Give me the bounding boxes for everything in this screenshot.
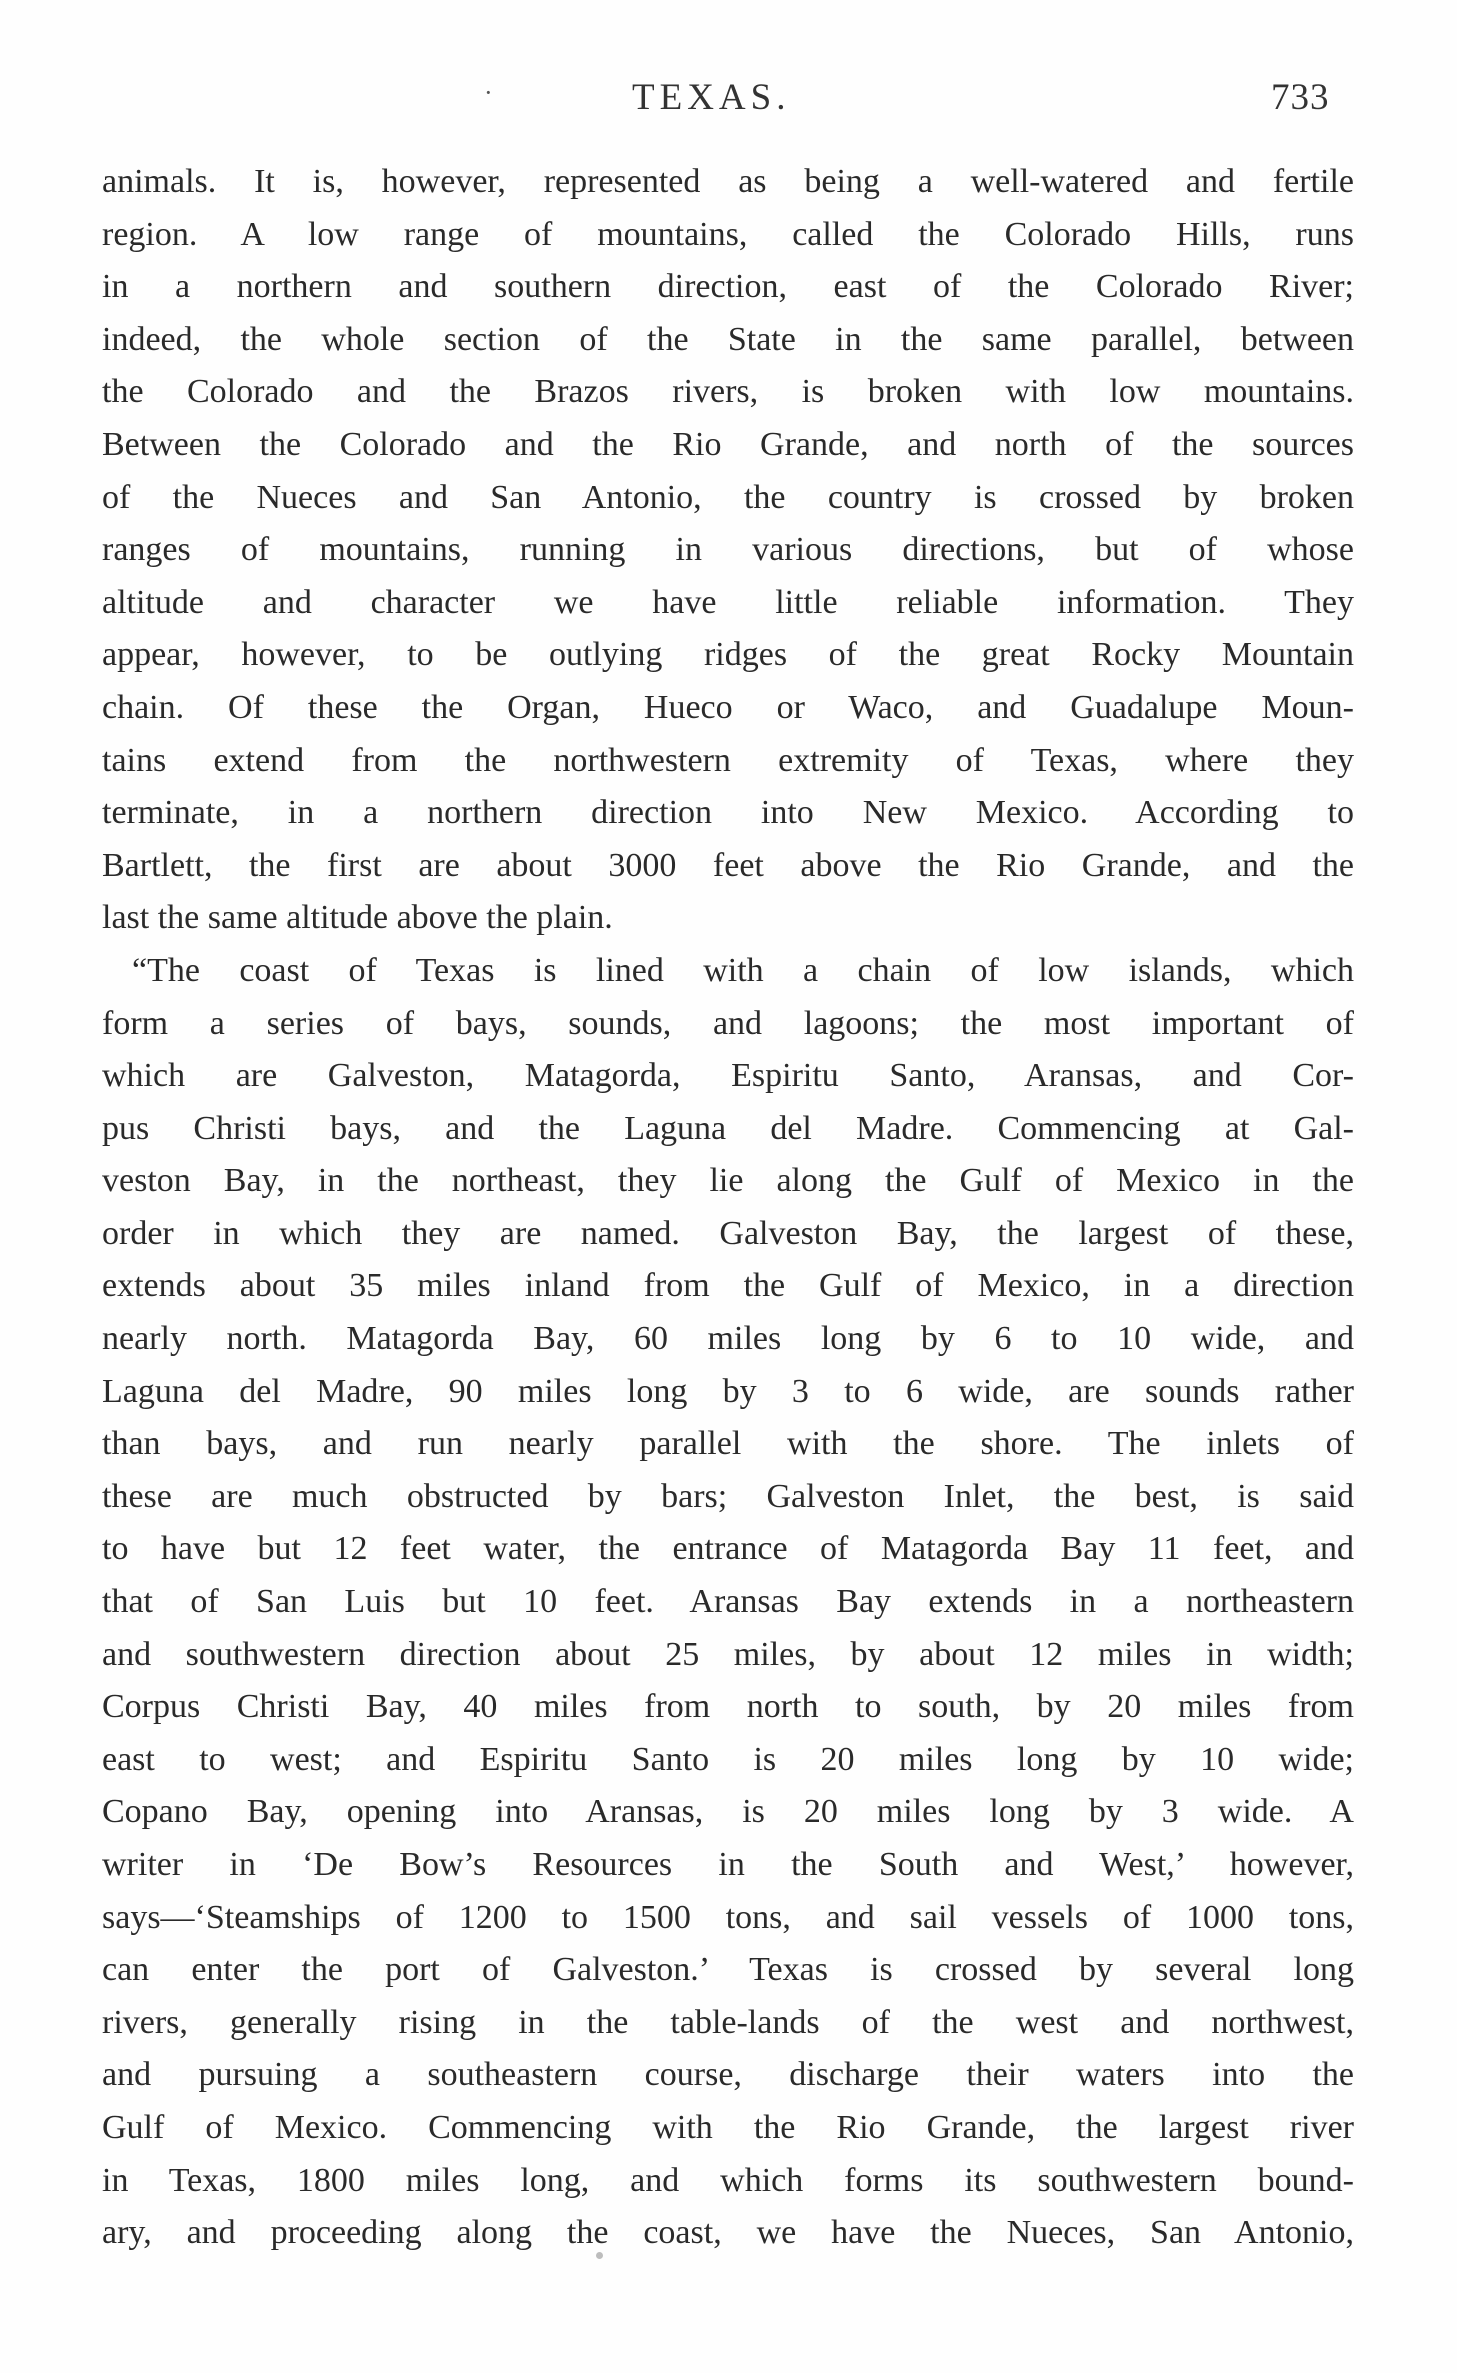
text-line: order in which they are named. Galveston Bay, the largest of these, <box>102 1214 1354 1252</box>
text-line: Bartlett, the first are about 3000 feet above the Rio Grande, and the <box>102 846 1354 884</box>
header-mark: · <box>484 78 493 107</box>
text-line: extends about 35 miles inland from the Gulf of Mexico, in a direction <box>102 1267 1354 1305</box>
text-line: appear, however, to be outlying ridges of the great Rocky Mountain <box>102 636 1354 674</box>
text-line: says—‘Steamships of 1200 to 1500 tons, and sail vessels of 1000 tons, <box>102 1898 1354 1936</box>
text-line: animals. It is, however, represented as being a well-watered and fertile <box>102 163 1354 200</box>
text-line: writer in ‘De Bow’s Resources in the South and West,’ however, <box>102 1846 1354 1883</box>
text-line: Laguna del Madre, 90 miles long by 3 to 6 wide, are sounds rather <box>102 1372 1354 1410</box>
text-line: region. A low range of mountains, called the Colorado Hills, runs <box>102 215 1354 253</box>
text-line: in Texas, 1800 miles long, and which forms its southwestern bound- <box>102 2161 1354 2199</box>
text-line: terminate, in a northern direction into New Mexico. According to <box>102 794 1354 832</box>
text-line: nearly north. Matagorda Bay, 60 miles long by 6 to 10 wide, and <box>102 1320 1354 1358</box>
text-line: that of San Luis but 10 feet. Aransas Bay extends in a northeastern <box>102 1583 1354 1621</box>
text-line: the Colorado and the Brazos rivers, is broken with low mountains. <box>102 373 1354 411</box>
running-title: TEXAS. <box>632 77 791 118</box>
text-line: form a series of bays, sounds, and lagoons; the most important of <box>102 1004 1354 1042</box>
text-line: Gulf of Mexico. Commencing with the Rio Grande, the largest river <box>102 2108 1354 2146</box>
text-line: indeed, the whole section of the State in the same parallel, between <box>102 320 1354 358</box>
text-line: to have but 12 feet water, the entrance of Matagorda Bay 11 feet, and <box>102 1530 1354 1568</box>
text-line: which are Galveston, Matagorda, Espiritu Santo, Aransas, and Cor- <box>102 1057 1354 1095</box>
body-text <box>102 156 1354 2260</box>
text-line: rivers, generally rising in the table-lands of the west and northwest, <box>102 2003 1354 2041</box>
page-number: 733 <box>1271 77 1330 118</box>
text-line: than bays, and run nearly parallel with the shore. The inlets of <box>102 1425 1354 1463</box>
text-line: tains extend from the northwestern extremity of Texas, where they <box>102 741 1354 779</box>
paragraph-end-line: last the same altitude above the plain. <box>102 899 613 937</box>
text-line: ranges of mountains, running in various directions, but of whose <box>102 531 1354 569</box>
text-line: ary, and proceeding along the coast, we have the Nueces, San Antonio, <box>102 2214 1354 2252</box>
text-line: these are much obstructed by bars; Galveston Inlet, the best, is said <box>102 1477 1354 1515</box>
text-line: veston Bay, in the northeast, they lie along the Gulf of Mexico in the <box>102 1162 1354 1200</box>
text-line: chain. Of these the Organ, Hueco or Waco, and Guadalupe Moun- <box>102 688 1354 726</box>
text-line: and pursuing a southeastern course, discharge their waters into the <box>102 2056 1354 2094</box>
text-line: can enter the port of Galveston.’ Texas is crossed by several long <box>102 1951 1354 1989</box>
text-line: of the Nueces and San Antonio, the country is crossed by broken <box>102 478 1354 516</box>
text-line: in a northern and southern direction, east of the Colorado River; <box>102 268 1354 306</box>
text-line: Corpus Christi Bay, 40 miles from north to south, by 20 miles from <box>102 1688 1354 1726</box>
text-line: east to west; and Espiritu Santo is 20 miles long by 10 wide; <box>102 1740 1354 1778</box>
text-line: altitude and character we have little reliable information. They <box>102 583 1354 621</box>
text-line: Between the Colorado and the Rio Grande, and north of the sources <box>102 425 1354 463</box>
paragraph-start-line: “The coast of Texas is lined with a chain of low islands, which <box>132 951 1354 989</box>
running-head <box>0 76 1457 126</box>
text-line: pus Christi bays, and the Laguna del Madre. Commencing at Gal- <box>102 1109 1354 1147</box>
page-speck <box>596 2252 603 2259</box>
text-line: and southwestern direction about 25 miles, by about 12 miles in width; <box>102 1635 1354 1673</box>
text-line: Copano Bay, opening into Aransas, is 20 miles long by 3 wide. A <box>102 1793 1354 1831</box>
